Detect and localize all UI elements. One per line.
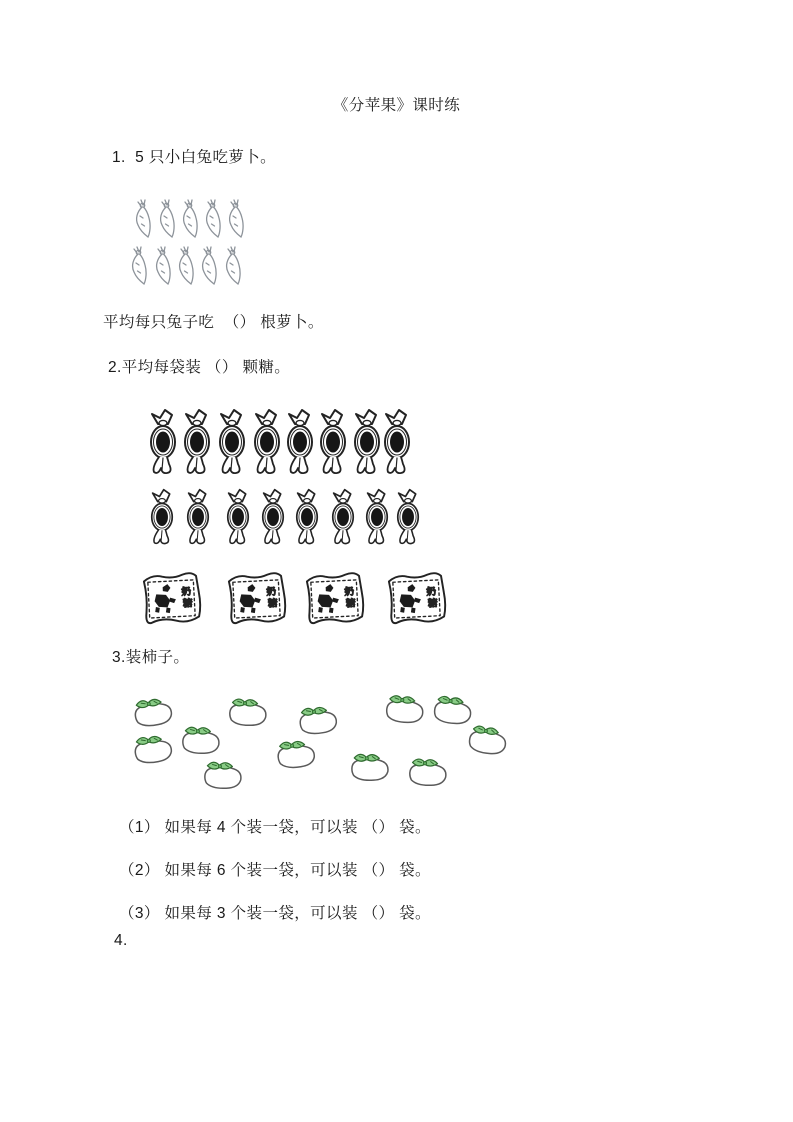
white-radish-drawing xyxy=(180,247,193,284)
persimmon-drawing xyxy=(386,695,425,724)
wrapped-candy-drawing xyxy=(385,410,409,473)
white-radish-drawing xyxy=(227,247,240,284)
white-radish-drawing xyxy=(157,247,170,284)
persimmon-drawing xyxy=(229,698,267,726)
persimmon-drawing xyxy=(468,725,508,757)
persimmon-drawing xyxy=(277,741,314,769)
white-radish-drawing xyxy=(184,200,197,237)
wrapped-candy-drawing xyxy=(263,490,283,544)
persimmon-drawing xyxy=(182,727,219,755)
wrapped-candy-drawing xyxy=(185,410,209,473)
wrapped-candy-drawing xyxy=(367,490,387,544)
question-1-blank-text: 平均每只兔子吃 （） 根萝卜。 xyxy=(103,314,324,331)
white-radish-drawing xyxy=(133,247,146,284)
white-radish-drawing xyxy=(161,200,174,237)
white-radish-drawing xyxy=(207,200,220,237)
white-radish-drawing xyxy=(137,200,150,237)
wrapped-candy-drawing xyxy=(228,490,248,544)
candy-bag-drawing xyxy=(307,573,364,624)
persimmon-drawing xyxy=(409,758,447,786)
wrapped-candy-drawing xyxy=(152,490,172,544)
persimmon-drawing xyxy=(299,706,337,734)
question-3-text: 3.装柿子。 xyxy=(112,649,190,666)
question-4-text: 4. xyxy=(114,932,128,949)
wrapped-candy-drawing xyxy=(398,490,418,544)
wrapped-candy-drawing xyxy=(220,410,244,473)
question-3-sub-3: （3） 如果每 3 个装一袋，可以装 （） 袋。 xyxy=(119,905,431,922)
white-radish-drawing xyxy=(230,200,243,237)
question-3-sub-2: （2） 如果每 6 个装一袋，可以装 （） 袋。 xyxy=(119,862,431,879)
wrapped-candy-drawing xyxy=(151,410,175,473)
wrapped-candy-drawing xyxy=(355,410,379,473)
wrapped-candy-drawing xyxy=(297,490,317,544)
question-2-text: 2.平均每袋装 （） 颗糖。 xyxy=(108,359,291,376)
wrapped-candy-drawing xyxy=(333,490,353,544)
white-radish-drawing xyxy=(203,247,216,284)
wrapped-candy-drawing xyxy=(321,410,345,473)
persimmon-drawing xyxy=(134,735,172,764)
wrapped-candy-drawing xyxy=(188,490,208,544)
question-1-text: 1. 5 只小白兔吃萝卜。 xyxy=(112,149,277,166)
wrapped-candy-drawing xyxy=(255,410,279,473)
persimmon-drawing xyxy=(204,762,241,790)
persimmon-illustration xyxy=(125,685,515,797)
question-3-sub-1: （1） 如果每 4 个装一袋，可以装 （） 袋。 xyxy=(119,819,431,836)
page-title: 《分苹果》课时练 xyxy=(332,97,461,114)
persimmon-drawing xyxy=(352,754,389,781)
wrapped-candy-drawing xyxy=(288,410,312,473)
persimmon-drawing xyxy=(433,695,472,725)
candy-bag-drawing xyxy=(229,573,286,624)
persimmon-drawing xyxy=(134,698,173,727)
candy-bag-drawing xyxy=(389,573,446,624)
radish-illustration xyxy=(118,192,268,292)
candy-and-bags-illustration xyxy=(140,400,460,635)
candy-bag-drawing xyxy=(144,573,201,624)
